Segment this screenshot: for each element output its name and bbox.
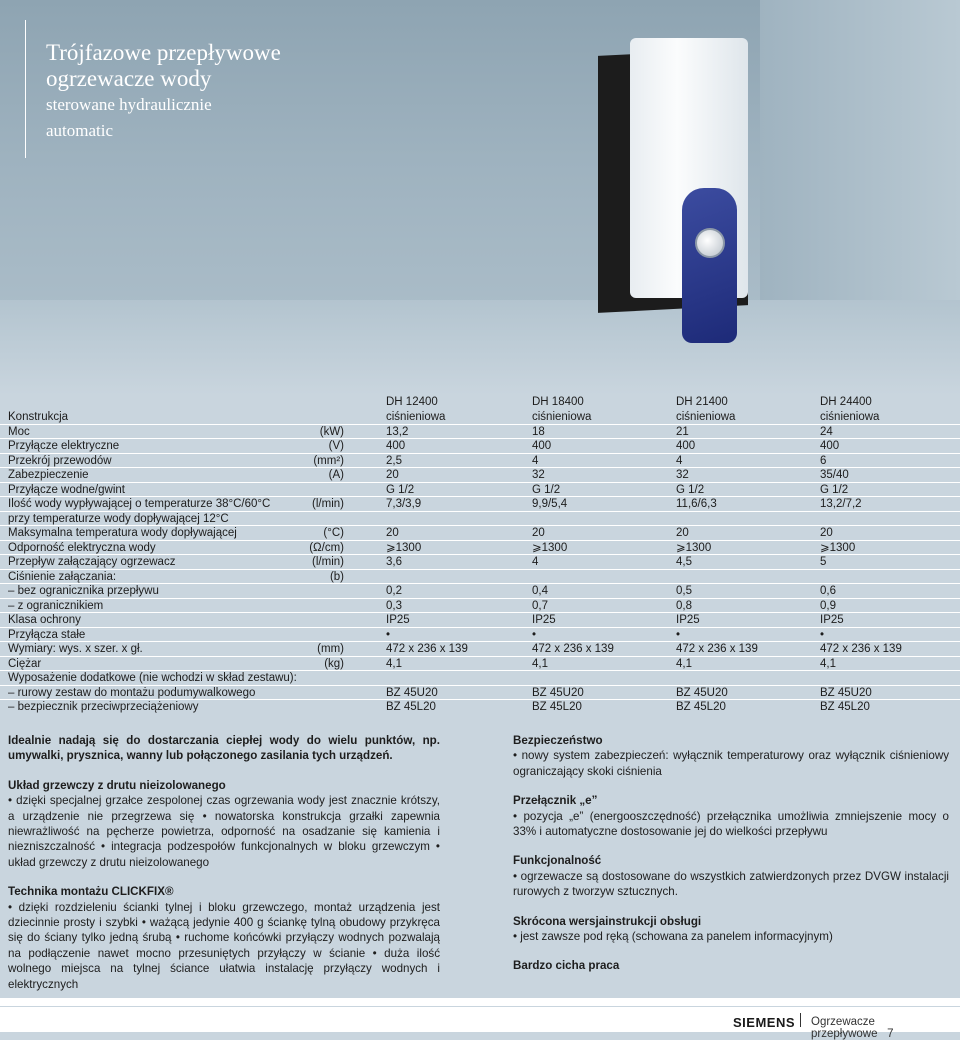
spec-value: 32 xyxy=(676,469,689,481)
spec-row xyxy=(0,642,960,657)
spec-row xyxy=(0,657,960,672)
model-name: DH 21400 xyxy=(676,396,728,408)
spec-value: 400 xyxy=(820,440,840,452)
spec-value: 18 xyxy=(532,425,545,438)
spec-row xyxy=(0,497,960,512)
spec-value: 5 xyxy=(820,556,827,568)
spec-row xyxy=(0,512,960,527)
spec-row xyxy=(0,570,960,585)
title-line-4: automatic xyxy=(46,121,114,140)
spec-label: Maksymalna temperatura wody dopływającej xyxy=(8,527,237,539)
spec-label: przy temperaturze wody dopływającej 12°C xyxy=(8,512,229,525)
spec-row xyxy=(0,671,960,686)
model-type: ciśnieniowa xyxy=(386,411,446,423)
spec-value: 20 xyxy=(386,469,399,481)
spec-row xyxy=(0,425,960,440)
spec-unit: (V) xyxy=(328,440,344,452)
section-body: • pozycja „e” (energooszczędność) przełącznika umożliwia zmniejszenie mocy o 33% i automatyczne dostosowanie jej do wielkości przepływu xyxy=(513,809,949,839)
spec-value: BZ 45L20 xyxy=(820,701,870,713)
right-column xyxy=(513,733,949,974)
spec-unit: (l/min) xyxy=(312,498,344,510)
spec-label: Moc xyxy=(8,425,30,438)
spec-value: G 1/2 xyxy=(676,483,705,496)
section-title: Technika montażu CLICKFIX® xyxy=(8,885,174,899)
spec-table xyxy=(0,395,960,713)
spec-value: 0,2 xyxy=(386,585,402,597)
spec-value: ⩾1300 xyxy=(386,541,422,554)
section-title: Bardzo cicha praca xyxy=(513,959,620,973)
spec-value: 20 xyxy=(532,527,545,539)
spec-value: 13,2 xyxy=(386,425,409,438)
spec-unit: (b) xyxy=(329,570,344,583)
spec-value: BZ 45U20 xyxy=(676,686,728,699)
spec-label: Przyłącze elektryczne xyxy=(8,440,120,452)
section-title: Bezpieczeństwo xyxy=(513,734,603,747)
section-body: • dzięki rozdzieleniu ścianki tylnej i bloku grzewczego, montaż urządzenia jest dziecinnie prosty i szybki • ważącą jedynie 400 g ściankę tylną obudowy przykręca się do ściany tylko jedną śrubą • ruchome końcówki przyłączy wodnych pozwalają na podłączenie nawet mocno przesuniętych przyłączy w ścianie • duża ilość wolnego miejsca na tylnej ściance ułatwia instalację przyłączy wodnych i elektrycznych xyxy=(8,900,440,991)
spec-value: BZ 45U20 xyxy=(532,686,584,699)
spec-value: • xyxy=(532,628,537,641)
spec-value: 13,2/7,2 xyxy=(820,498,862,510)
section-title: Skrócona wersjainstrukcji obsługi xyxy=(513,914,702,928)
spec-value: 0,4 xyxy=(532,585,548,597)
spec-label: Przekrój przewodów xyxy=(8,454,112,467)
spec-label: Zabezpieczenie xyxy=(8,469,89,481)
brand-logo: SIEMENS xyxy=(733,1015,796,1030)
spec-value: ⩾1300 xyxy=(532,541,568,554)
spec-value: 4 xyxy=(532,454,539,467)
spec-value: 21 xyxy=(676,425,689,438)
section-title: Układ grzewczy z drutu nieizolowanego xyxy=(8,778,226,792)
spec-value: 4,1 xyxy=(386,657,402,670)
spec-unit: (mm) xyxy=(317,643,344,655)
spec-value: 24 xyxy=(820,425,833,438)
model-type: ciśnieniowa xyxy=(676,411,736,423)
spec-unit: (A) xyxy=(328,469,344,481)
product-hero-image xyxy=(0,0,960,395)
spec-label: Ciśnienie załączania: xyxy=(8,570,117,583)
spec-value: 4 xyxy=(532,556,539,568)
spec-row xyxy=(0,628,960,643)
spec-unit: (l/min) xyxy=(312,556,344,568)
spec-row xyxy=(0,584,960,599)
spec-value: 0,7 xyxy=(532,599,548,612)
spec-value: • xyxy=(820,628,825,641)
spec-label: Przyłącza stałe xyxy=(8,628,86,641)
spec-unit: (°C) xyxy=(323,527,344,539)
spec-value: 400 xyxy=(676,440,696,452)
footer-section: Ogrzewacze przepływowe xyxy=(811,1016,878,1040)
title-rule xyxy=(25,20,26,158)
spec-value: IP25 xyxy=(532,614,556,626)
spec-value: • xyxy=(386,628,391,641)
spec-value: 0,8 xyxy=(676,599,692,612)
title-line-1: Trójfazowe przepływowe xyxy=(46,40,281,65)
section-title: Przełącznik „e” xyxy=(513,794,598,808)
spec-row xyxy=(0,526,960,541)
spec-value: 35/40 xyxy=(820,469,849,481)
spec-value: 7,3/3,9 xyxy=(386,498,422,510)
spec-row xyxy=(0,613,960,628)
section-body: • dzięki specjalnej grzałce zespolonej czas ogrzewania wody jest znacznie krótszy, a urządzenie nie przegrzewa się • nowatorska konstrukcja grzałki zapewnia niewrażliwość na pęcherze powietrza, odporność na osadzanie się kamienia i niezniszczalność • integracja podzespołów funkcjonalnych w bloku grzewczym • układ grzewczy z drutu nieizolowanego xyxy=(8,794,440,869)
spec-label: Odporność elektryczna wody xyxy=(8,541,156,554)
spec-unit: (kW) xyxy=(319,425,344,438)
spec-unit: (Ω/cm) xyxy=(309,541,344,554)
model-name: DH 24400 xyxy=(820,396,872,408)
section-body: • ogrzewacze są dostosowane do wszystkich zatwierdzonych przez DVGW instalacji rurowych z tworzyw sztucznych. xyxy=(513,869,949,899)
page-number: 7 xyxy=(887,1028,894,1040)
spec-value: G 1/2 xyxy=(820,483,849,496)
spec-unit: (kg) xyxy=(324,657,344,670)
section-body: • nowy system zabezpieczeń: wyłącznik temperaturowy oraz wyłącznik ciśnieniowy ograniczający skoki ciśnienia xyxy=(513,749,949,778)
spec-unit: (mm²) xyxy=(313,454,344,467)
spec-value: BZ 45U20 xyxy=(386,686,438,699)
spec-value: G 1/2 xyxy=(386,483,415,496)
spec-row xyxy=(0,686,960,701)
model-type: ciśnieniowa xyxy=(532,411,592,423)
feature-description xyxy=(0,713,960,998)
spec-row xyxy=(0,439,960,454)
page-title xyxy=(46,40,281,144)
section-title: Funkcjonalność xyxy=(513,854,602,868)
spec-value: 4 xyxy=(676,454,683,467)
spec-row xyxy=(0,599,960,614)
spec-value: IP25 xyxy=(676,614,700,626)
spec-value: 3,6 xyxy=(386,556,402,568)
spec-value: 20 xyxy=(676,527,689,539)
spec-label: – bez ogranicznika przepływu xyxy=(8,585,159,597)
spec-value: BZ 45L20 xyxy=(676,701,726,713)
spec-value: BZ 45L20 xyxy=(532,701,582,713)
footer-separator xyxy=(800,1013,801,1027)
spec-value: 4,5 xyxy=(676,556,692,568)
spec-value: BZ 45L20 xyxy=(386,701,436,713)
spec-row xyxy=(0,555,960,570)
spec-value: 400 xyxy=(386,440,406,452)
spec-value: 0,5 xyxy=(676,585,692,597)
spec-value: ⩾1300 xyxy=(676,541,712,554)
spec-label: Konstrukcja xyxy=(8,411,69,423)
water-heater-illustration xyxy=(630,38,748,298)
spec-value: 4,1 xyxy=(820,657,836,670)
spec-label: – rurowy zestaw do montażu podumywalkowego xyxy=(8,686,256,699)
footer-section-page xyxy=(811,1016,960,1040)
floor xyxy=(0,300,960,395)
spec-value: 4,1 xyxy=(532,657,548,670)
spec-label: Przyłącze wodne/gwint xyxy=(8,483,125,496)
spec-value: 472 x 236 x 139 xyxy=(676,643,758,655)
spec-value: 32 xyxy=(532,469,545,481)
spec-value: • xyxy=(676,628,681,641)
control-panel xyxy=(682,188,737,343)
spec-value: 9,9/5,4 xyxy=(532,498,568,510)
spec-value: 472 x 236 x 139 xyxy=(532,643,614,655)
spec-label: Ciężar xyxy=(8,657,42,670)
spec-value: 20 xyxy=(386,527,399,539)
spec-value: IP25 xyxy=(820,614,844,626)
left-column xyxy=(8,733,440,992)
spec-label: – bezpiecznik przeciwprzeciążeniowy xyxy=(8,701,199,713)
spec-value: 0,6 xyxy=(820,585,836,597)
model-name: DH 12400 xyxy=(386,396,438,408)
section-body: • jest zawsze pod ręką (schowana za panelem informacyjnym) xyxy=(513,930,833,944)
footer-rule xyxy=(0,1006,960,1007)
spec-label: Wymiary: wys. x szer. x gł. xyxy=(8,643,143,655)
title-line-3: sterowane hydraulicznie xyxy=(46,95,212,114)
spec-value: IP25 xyxy=(386,614,410,626)
spec-value: G 1/2 xyxy=(532,483,561,496)
model-name-row xyxy=(0,395,960,410)
spec-value: 0,9 xyxy=(820,599,836,612)
spec-label: Przepływ załączający ogrzewacz xyxy=(8,556,176,568)
spec-value: 472 x 236 x 139 xyxy=(386,643,468,655)
model-name: DH 18400 xyxy=(532,396,584,408)
spec-row xyxy=(0,541,960,556)
spec-value: BZ 45U20 xyxy=(820,686,872,699)
spec-value: 0,3 xyxy=(386,599,402,612)
title-line-2: ogrzewacze wody xyxy=(46,66,212,91)
spec-value: 4,1 xyxy=(676,657,692,670)
spec-value: ⩾1300 xyxy=(820,541,856,554)
page-footer xyxy=(0,998,960,1040)
spec-row xyxy=(0,454,960,469)
spec-row xyxy=(0,468,960,483)
spec-row xyxy=(0,410,960,425)
headline: Idealnie nadają się do dostarczania ciepłej wody do wielu punktów, np. umywalki, prysznica, wanny lub połączonego zasilania tych urządzeń. xyxy=(8,734,440,763)
spec-label: Wyposażenie dodatkowe (nie wchodzi w skład zestawu): xyxy=(8,672,297,684)
temperature-knob-icon xyxy=(695,228,725,258)
spec-row xyxy=(0,483,960,498)
spec-value: 6 xyxy=(820,454,827,467)
spec-value: 2,5 xyxy=(386,454,402,467)
spec-value: 20 xyxy=(820,527,833,539)
model-type: ciśnieniowa xyxy=(820,411,880,423)
spec-label: Klasa ochrony xyxy=(8,614,81,626)
spec-value: 472 x 236 x 139 xyxy=(820,643,902,655)
spec-value: 400 xyxy=(532,440,552,452)
spec-label: – z ogranicznikiem xyxy=(8,599,104,612)
spec-label: Ilość wody wypływającej o temperaturze 38°C/60°C xyxy=(8,498,271,510)
spec-value: 11,6/6,3 xyxy=(676,498,717,510)
